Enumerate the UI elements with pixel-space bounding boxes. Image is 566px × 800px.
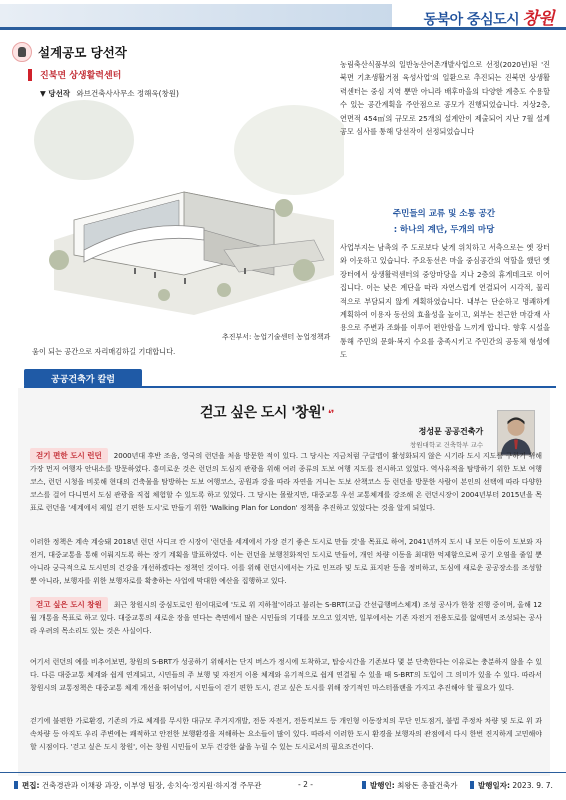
column-paragraph-5: 걷기에 불편한 가로환경, 기존의 가로 체계를 무시한 대규모 주거지개발, 전동 자전거, 전동킥보드 등 개인형 이동장치의 무단 인도점거, 불법 주정차 차량 및 도로 위 과속차량 등 아직도 우리 주변에는 쾌적하고 안전한 보행환경을 저해하는 요소들이 많이 있다. 따라서 이러한 도시 환경을 보행자의 관점에서 다시 한번 진지하게 고민해야 할 시점이다. '걷고 싶은 도시 창원', 이는 창원 시민들이 모두 건강한 삶을 누릴 수 있는 도시로서의 필요조건이다. (30, 717, 542, 752)
column-tab: 공공건축가 칼럼 (24, 369, 142, 387)
quote-line-1: 주민들의 교류 및 소통 공간 (392, 209, 496, 219)
paragraph-1-text: 2000년대 후반 조음, 영국의 런던을 처음 방문한 적이 있다. 그 당시는 지금처럼 구글맵이 활성화되지 않은 시기라 도시 지도를 구하기 위해 가장 먼저 여행자 안내소를 방문하였다. 흥미로운 것은 런던의 도심지 관광을 위해 여러 종류의 도보 여행 지도를 전시하고 있었다. 역사유적을 탐방하기 위한 도보 여행코스, 런던 시청을 비롯해 현대의 건축물을 탐방하는 도보 여행코스, 공원과 강을 따라 자연을 거니는 도보 산책코스 등 런던을 방문한 사람이 본인의 선택에 따라 다양한 코스를 걸어 다니면서 도심 관광을 직접 체험할 수 있도록 하고 있었다. 그 당시는 몰랐지만, 대중교통 우선 교통체계를 강조해 온 런던시장이 2004년부터 2015년을 목표로 런던을 '세계에서 제일 걷기 편한 도시'로 만들기 위한 'Walking Plan for London' 정책을 추진하고 있었다는 것을 알게 되었다. (30, 452, 542, 513)
footsteps-icon: ❛❜ (327, 409, 334, 420)
pull-quote (340, 206, 548, 238)
section-title: 설계공모 당선작 (38, 45, 127, 60)
credit-label: ▼ 당선작 (40, 89, 71, 98)
edit-text: 건축경관과 이채광 과장, 이부영 팀장, 송치숙·정지원·하지경 주무관 (41, 781, 262, 790)
column-title (200, 402, 334, 422)
winner-credit (40, 88, 179, 99)
intro-paragraph: 농림축산식품부의 일반농산어촌개발사업으로 선정(2020년)된 '진북면 기초생활거점 육성사업'의 일환으로 추진되는 진북면 상생활력센터는 중심 지역 뿐만 아니라 배후마을의 다양한 계층도 수용할 수 있는 공간계획을 주안점으로 공모가 진행되었습니다. 지상2층, 연면적 454㎡의 규모로 25개의 설계안이 제출되어 지난 7월 설계공모 심사를 통해 당선작이 선정되었습니다 (340, 60, 550, 137)
footer-rule (0, 772, 566, 773)
brand-script: 창원 (522, 9, 554, 29)
paragraph-3-text: 최근 창원시의 중심도로인 원이대로에 '도로 위 지하철'이라고 불리는 S-BRT(고급 간선급행버스체계) 조성 공사가 한창 진행 중이며, 올해 12월 개통을 목표로 하고 있다. 대중교통의 새로운 장을 연다는 측면에서 많은 시민들의 기대를 모으고 있지만, 일부에서는 기존 자전거 전용도로를 없애면서 조성되는 공사라 우려의 목소리도 있는 것은 사실이다. (30, 601, 542, 636)
credit-text: 와브건축사사무소 정해욱(창원) (76, 89, 179, 98)
tag-london: 걷기 편한 도시 런던 (30, 448, 108, 463)
column-paragraph-3 (30, 597, 542, 638)
quote-line-2: : 하나의 계단, 두개의 마당 (393, 225, 495, 235)
bulb-icon (12, 42, 32, 62)
footer-date (470, 780, 553, 791)
article-tail: 움이 되는 공간으로 자리매김하길 기대합니다. (32, 347, 176, 356)
brand-logo (424, 4, 554, 29)
column-paragraph-2: 이러한 정책은 계속 계승돼 2018년 런던 사디크 칸 시장이 '런던을 세계에서 가장 걷기 좋은 도시로 만들 것'을 목표로 하여, 2041년까지 도시 내 모든 이동이 도보와 자전거, 대중교통을 통해 이뤄지도록 하는 장기 계획을 발표하였다. 이는 런던을 보행친화적인 도시로 만들어, 개인 차량 이동을 최대한 억제함으로써 공기 오염을 줄일 뿐 아니라 궁극적으로 도시민의 건강을 개선하겠다는 정책인 것이다. 이를 위해 런던시에서는 가로 인프라 및 도로 표지판 등을 정비하고, 도심에 새로운 공공장소를 조성할 뿐 아니라, 보행자를 위한 보행자로를 확충하는 사업에 막대한 예산을 집행하고 있다. (30, 538, 542, 586)
section-header (12, 42, 127, 62)
brand-main: 동북아 중심도시 (423, 12, 520, 28)
top-banner (0, 0, 566, 30)
sub-header (28, 68, 121, 81)
sub-title: 진북면 상생활력센터 (40, 71, 122, 81)
footer-marker (14, 781, 18, 789)
column-paragraph-4: 여기서 런던의 예를 비추어보면, 창원의 S-BRT가 성공하기 위해서는 단지 버스가 정시에 도착하고, 탑승시간을 기존보다 몇 분 단축한다는 이유로는 충분하지 않을 수 있다. 다른 대중교통 체계와 쉽게 연계되고, 시민들의 주 보행 및 자전거 이용 체계와 유기적으로 쉽게 연결될 수 있을 때 S-BRT의 도입이 그 의미가 있을 수 있다. 따라서 창원시의 교통정책은 대중교통 체계 개선을 뛰어넘어, 시민들이 걷기 편한 도시, 걷고 싶은 도시를 위해 장기적인 마스터플랜을 가지고 추진해야 할 필요가 있다. (30, 658, 542, 693)
author-role: 창원대학교 건축학부 교수 (410, 441, 484, 449)
column-title-text: 걷고 싶은 도시 '창원' (200, 405, 325, 421)
author-name: 정성문 공공건축가 (418, 427, 484, 436)
footer-publisher (362, 780, 457, 791)
date-text: 2023. 9. 7. (512, 781, 553, 790)
column-paragraph-1 (30, 448, 542, 515)
page-number: - 2 - (298, 780, 313, 789)
footer-editors (14, 780, 261, 791)
tag-changwon: 걷고 싶은 도시 창원 (30, 597, 108, 612)
photo-caption: 추진부서: 농업기술센터 농업정책과 (222, 333, 331, 341)
author-block (410, 426, 483, 449)
date-label: 발행일자: (478, 781, 510, 790)
footer-marker (362, 781, 366, 789)
sub-header-bar (28, 69, 32, 81)
edit-label: 편집: (22, 781, 40, 790)
publisher-label: 발행인: (370, 781, 395, 790)
publisher-text: 최왕돈 총괄건축가 (397, 781, 458, 790)
building-rendering (24, 100, 344, 330)
footer-marker (470, 781, 474, 789)
page-footer (0, 772, 566, 800)
design-paragraph: 사업부지는 남촉의 주 도로보다 낮게 위치하고 서측으로는 옛 장터와 이웃하고 있습니다. 주요동선은 마을 중심공간의 역할을 했던 옛 장터에서 상생활력센터의 중앙마당을 지나 2층의 휴게데크로 이어집니다. 이는 낮은 계단을 따라 자연스럽게 연결되어 시각적, 물리적으로 부담되지 않게 계획하였습니다. 내부는 단순하고 명쾌하게 계획하여 이용자 동선의 효율성을 높이고, 외부는 친근한 마감재 사용으로 주변과 조화를 이루어 편안함을 느끼게 합니다. 향후 시설을 통해 주민의 문화·복지 수요를 충족시키고 주민간의 공동체 형성에 도 (340, 243, 550, 360)
